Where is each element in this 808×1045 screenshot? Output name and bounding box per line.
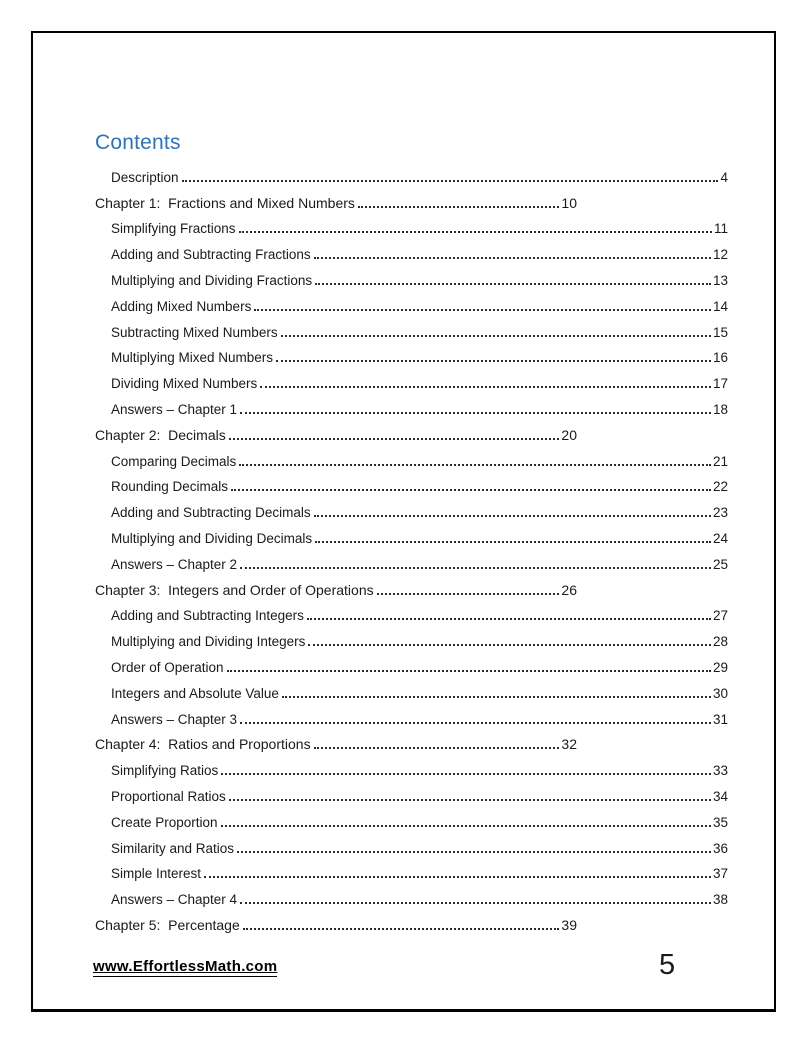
toc-leader-dots: [254, 309, 711, 311]
toc-leader-dots: [237, 851, 711, 853]
toc-entry-label: Multiplying and Dividing Decimals: [111, 530, 313, 546]
toc-leader-dots: [315, 283, 711, 285]
toc-section-row[interactable]: [95, 599, 728, 625]
toc-entry-label: Multiplying and Dividing Fractions: [111, 272, 313, 288]
toc-page-number: 15: [712, 324, 728, 340]
toc-page-number: 34: [712, 788, 728, 804]
toc-chapter-row[interactable]: [95, 573, 577, 599]
toc-section-row[interactable]: [95, 857, 728, 883]
toc-section-row[interactable]: [95, 831, 728, 857]
toc-leader-dots: [239, 231, 712, 233]
toc-page-number: 32: [561, 736, 577, 753]
toc-chapter-row[interactable]: [95, 418, 577, 444]
toc-leader-dots: [377, 593, 560, 595]
toc-leader-dots: [314, 515, 711, 517]
toc-entry-label: Answers – Chapter 3: [111, 711, 238, 727]
toc-entry-label: Simplifying Fractions: [111, 221, 236, 237]
toc-page-number: 30: [712, 685, 728, 701]
toc-leader-dots: [240, 567, 711, 569]
page-border-frame: [31, 31, 776, 1012]
toc-chapter-row[interactable]: [95, 728, 577, 754]
toc-page-number: 13: [712, 272, 728, 288]
toc-section-row[interactable]: [95, 444, 728, 470]
toc-page-number: 37: [712, 866, 728, 882]
toc-leader-dots: [240, 412, 711, 414]
toc-leader-dots: [239, 464, 711, 466]
toc-leader-dots: [281, 335, 711, 337]
toc-leader-dots: [231, 489, 711, 491]
toc-leader-dots: [240, 902, 711, 904]
toc-entry-label: Multiplying and Dividing Integers: [111, 634, 306, 650]
toc-leader-dots: [182, 180, 719, 182]
toc-leader-dots: [358, 206, 560, 208]
toc-section-row[interactable]: [95, 366, 728, 392]
toc-section-row[interactable]: [95, 547, 728, 573]
toc-page-number: 18: [712, 401, 728, 417]
toc-section-row[interactable]: [95, 624, 728, 650]
toc-page-number: 16: [712, 350, 728, 366]
toc-entry-label: Integers and Absolute Value: [111, 685, 279, 701]
toc-chapter-row[interactable]: [95, 186, 577, 212]
toc-page-number: 36: [712, 840, 728, 856]
toc-section-row[interactable]: [95, 676, 728, 702]
toc-section-row[interactable]: [95, 341, 728, 367]
toc-entry-label: Chapter 2: Decimals: [95, 426, 226, 443]
toc-page-number: 39: [561, 916, 577, 933]
toc-entry-label: Proportional Ratios: [111, 788, 226, 804]
toc-page-number: 4: [720, 169, 728, 185]
toc-page-number: 14: [712, 298, 728, 314]
toc-section-row[interactable]: [95, 805, 728, 831]
toc-section-row[interactable]: [95, 495, 728, 521]
toc-leader-dots: [243, 928, 560, 930]
toc-entry-label: Adding and Subtracting Integers: [111, 608, 304, 624]
toc-section-row[interactable]: [95, 470, 728, 496]
toc-entry-label: Subtracting Mixed Numbers: [111, 324, 278, 340]
toc-entry-label: Adding and Subtracting Decimals: [111, 505, 311, 521]
toc-leader-dots: [204, 876, 711, 878]
toc-leader-dots: [229, 438, 560, 440]
toc-page-number: 31: [712, 711, 728, 727]
toc-leader-dots: [315, 541, 711, 543]
toc-leader-dots: [229, 799, 711, 801]
toc-entry-label: Adding and Subtracting Fractions: [111, 247, 311, 263]
toc-leader-dots: [260, 386, 711, 388]
toc-entry-label: Chapter 3: Integers and Order of Operations: [95, 581, 374, 598]
toc-page-number: 29: [712, 659, 728, 675]
toc-section-row[interactable]: [95, 263, 728, 289]
toc-section-row[interactable]: [95, 650, 728, 676]
toc-entry-label: Create Proportion: [111, 814, 218, 830]
toc-leader-dots: [227, 670, 711, 672]
toc-section-row[interactable]: [95, 315, 728, 341]
toc-entry-label: Answers – Chapter 1: [111, 401, 238, 417]
toc-entry-label: Similarity and Ratios: [111, 840, 235, 856]
toc-page-number: 24: [712, 530, 728, 546]
toc-section-row[interactable]: [95, 160, 728, 186]
toc-page-number: 11: [713, 221, 728, 237]
toc-chapter-row[interactable]: [95, 908, 577, 934]
toc-section-row[interactable]: [95, 779, 728, 805]
toc-entry-label: Answers – Chapter 4: [111, 892, 238, 908]
toc-entry-label: Simplifying Ratios: [111, 763, 219, 779]
toc-section-row[interactable]: [95, 521, 728, 547]
footer-page-number: 5: [659, 949, 676, 981]
toc-entry-label: Simple Interest: [111, 866, 202, 882]
toc-section-row[interactable]: [95, 702, 728, 728]
toc-section-row[interactable]: [95, 392, 728, 418]
toc-entry-label: Description: [111, 169, 179, 185]
toc-page-number: 35: [712, 814, 728, 830]
toc-entry-label: Chapter 5: Percentage: [95, 916, 240, 933]
toc-leader-dots: [307, 618, 711, 620]
contents-heading: Contents: [95, 131, 181, 154]
toc-section-row[interactable]: [95, 882, 728, 908]
toc-entry-label: Chapter 1: Fractions and Mixed Numbers: [95, 194, 355, 211]
toc-page-number: 25: [712, 556, 728, 572]
toc-leader-dots: [240, 722, 711, 724]
toc-page-number: 10: [561, 194, 577, 211]
toc-page-number: 38: [712, 892, 728, 908]
toc-list: [95, 160, 728, 934]
toc-page-number: 22: [712, 479, 728, 495]
toc-page-number: 17: [712, 376, 728, 392]
toc-page-number: 28: [712, 634, 728, 650]
toc-entry-label: Multiplying Mixed Numbers: [111, 350, 274, 366]
toc-page-number: 27: [712, 608, 728, 624]
toc-section-row[interactable]: [95, 237, 728, 263]
toc-page-number: 23: [712, 505, 728, 521]
toc-page-number: 12: [712, 247, 728, 263]
toc-section-row[interactable]: [95, 212, 728, 238]
toc-leader-dots: [314, 257, 711, 259]
toc-section-row[interactable]: [95, 753, 728, 779]
toc-leader-dots: [276, 360, 711, 362]
toc-page-number: 20: [561, 426, 577, 443]
toc-page-number: 26: [561, 581, 577, 598]
toc-entry-label: Chapter 4: Ratios and Proportions: [95, 736, 311, 753]
toc-entry-label: Adding Mixed Numbers: [111, 298, 252, 314]
toc-page-number: 33: [712, 763, 728, 779]
toc-entry-label: Comparing Decimals: [111, 453, 237, 469]
toc-section-row[interactable]: [95, 289, 728, 315]
toc-leader-dots: [221, 773, 711, 775]
toc-page-number: 21: [712, 453, 728, 469]
footer-website-link[interactable]: www.EffortlessMath.com: [93, 958, 278, 975]
toc-entry-label: Answers – Chapter 2: [111, 556, 238, 572]
toc-entry-label: Order of Operation: [111, 659, 224, 675]
toc-entry-label: Rounding Decimals: [111, 479, 229, 495]
toc-leader-dots: [314, 747, 560, 749]
toc-entry-label: Dividing Mixed Numbers: [111, 376, 258, 392]
toc-leader-dots: [282, 696, 711, 698]
toc-leader-dots: [308, 644, 711, 646]
toc-leader-dots: [221, 825, 711, 827]
